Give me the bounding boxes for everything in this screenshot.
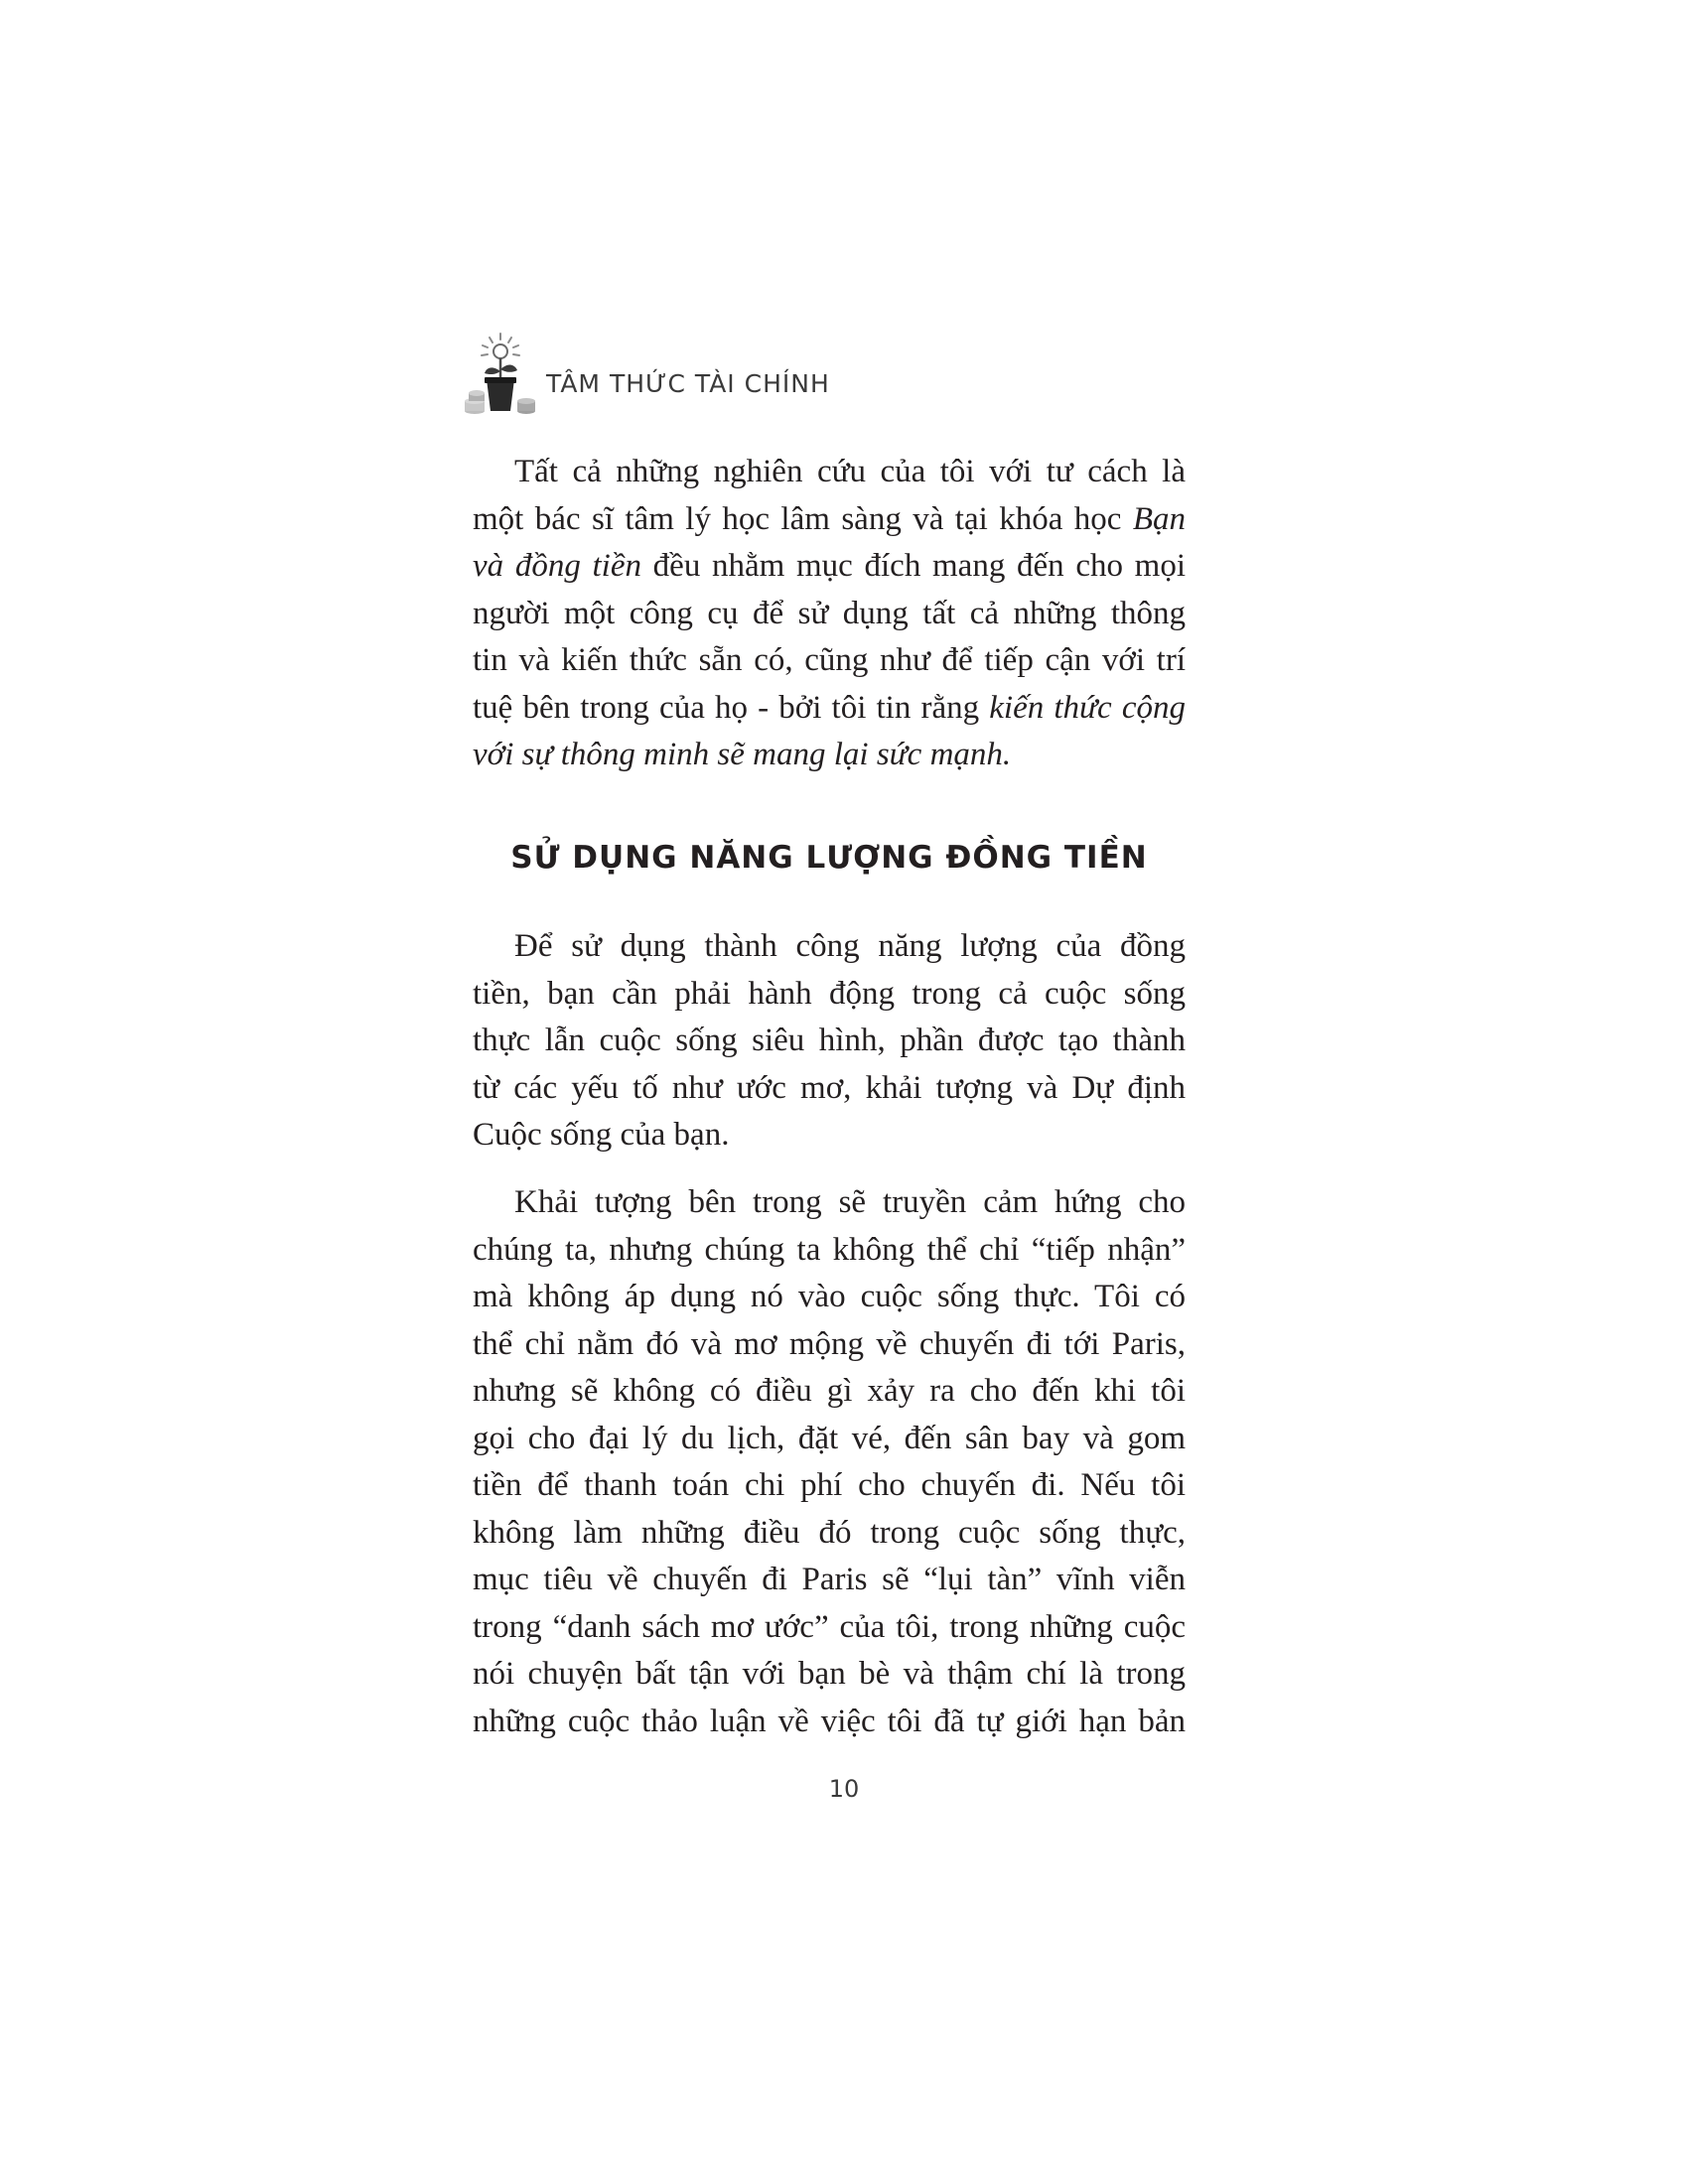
text-line: nói chuyện bất tận với bạn bè và thậm chí là trong (473, 1656, 1186, 1692)
section-heading: SỬ DỤNG NĂNG LƯỢNG ĐỒNG TIỀN (510, 840, 1148, 876)
text-line (473, 637, 1186, 685)
text-line: mà không áp dụng nó vào cuộc sống thực. Tôi có (473, 1279, 1186, 1314)
italic-text: với sự thông minh sẽ mang lại sức mạnh. (473, 737, 1012, 772)
book-title: TÂM THỨC TÀI CHÍNH (546, 369, 830, 398)
plant-pot-coins-icon (463, 332, 538, 417)
paragraph-2 (473, 923, 1186, 1160)
running-header (463, 332, 1257, 421)
text-line: không làm những điều đó trong cuộc sống thực, (473, 1514, 1186, 1551)
text-run: Tất cả những nghiên cứu của tôi với tư cách là (514, 454, 1186, 489)
text-line (473, 543, 1186, 591)
text-run: một bác sĩ tâm lý học lâm sàng và tại khóa học (473, 500, 1133, 537)
paragraph-3 (473, 1179, 1186, 1745)
text-line (473, 732, 1186, 779)
text-line: tiền để thanh toán chi phí cho chuyến đi. Nếu tôi (473, 1467, 1186, 1503)
text-line: thực lẫn cuộc sống siêu hình, phần được tạo thành (473, 1023, 1186, 1058)
text-line (473, 496, 1186, 544)
page-number: 10 (828, 1775, 860, 1803)
text-line: Khải tượng bên trong sẽ truyền cảm hứng cho (514, 1184, 1186, 1220)
text-line (473, 685, 1186, 733)
text-line: gọi cho đại lý du lịch, đặt vé, đến sân bay và gom (473, 1420, 1186, 1456)
text-run: tin và kiến thức sẵn có, cũng như để tiếp cận với trí (473, 642, 1186, 678)
text-line: trong “danh sách mơ ước” của tôi, trong những cuộc (473, 1608, 1186, 1645)
text-line: nhưng sẽ không có điều gì xảy ra cho đến khi tôi (473, 1373, 1186, 1409)
italic-text: và đồng tiền (473, 548, 641, 584)
text-line: Cuộc sống của bạn. (473, 1117, 730, 1153)
text-line: Để sử dụng thành công năng lượng của đồng (514, 928, 1186, 964)
text-run: người một công cụ để sử dụng tất cả những thông (473, 595, 1186, 631)
text-line: mục tiêu về chuyến đi Paris sẽ “lụi tàn” vĩnh viễn (473, 1562, 1186, 1597)
text-line: những cuộc thảo luận về việc tôi đã tự giới hạn bản (473, 1703, 1186, 1739)
text-run: đều nhằm mục đích mang đến cho mọi (641, 548, 1186, 584)
text-run: tuệ bên trong của họ - bởi tôi tin rằng (473, 689, 990, 726)
italic-text: kiến thức cộng (989, 689, 1186, 726)
text-line: chúng ta, nhưng chúng ta không thể chỉ “tiếp nhận” (473, 1231, 1186, 1268)
text-line (473, 449, 1186, 496)
text-line: từ các yếu tố như ước mơ, khải tượng và Dự định (473, 1069, 1186, 1106)
paragraph-1 (473, 449, 1186, 779)
text-line (473, 591, 1186, 638)
italic-text: Bạn (1132, 500, 1186, 537)
text-line: thể chỉ nằm đó và mơ mộng về chuyến đi tới Paris, (473, 1325, 1186, 1362)
text-line: tiền, bạn cần phải hành động trong cả cuộc sống (473, 975, 1186, 1012)
